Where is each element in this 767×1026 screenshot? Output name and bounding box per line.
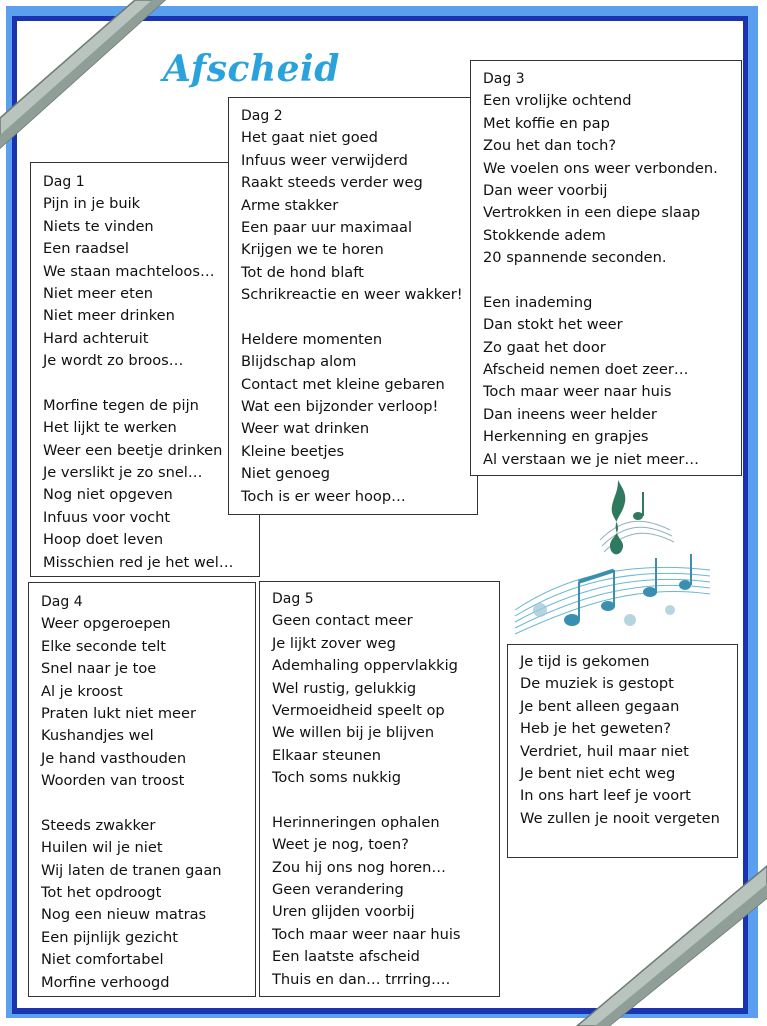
poem-box-dag-2: [228, 97, 478, 515]
verse-line: Heb je het geweten?: [520, 720, 671, 738]
stanza-break: [241, 307, 465, 329]
page-title: Afscheid: [163, 48, 340, 90]
poem-box-dag-3: [470, 60, 742, 476]
verse-line: 20 spannende seconden.: [483, 249, 667, 267]
verse-line: Al verstaan we je niet meer…: [483, 450, 700, 468]
verse-line: Toch soms nukkig: [272, 769, 401, 787]
verse-line: Een paar uur maximaal: [241, 218, 413, 236]
verse-line: De muziek is gestopt: [520, 675, 674, 693]
day-heading: Dag 5: [272, 591, 314, 607]
verse-line: Geen verandering: [272, 881, 404, 899]
verse-line: Je bent alleen gegaan: [520, 697, 680, 715]
verse-line: Arme stakker: [241, 196, 339, 214]
verse-line: Een laatste afscheid: [272, 948, 420, 966]
verse-line: Blijdschap alom: [241, 353, 357, 371]
verse-line: Niet meer drinken: [43, 307, 175, 325]
verse-line: Krijgen we te horen: [241, 241, 384, 259]
verse-line: Toch maar weer naar huis: [483, 383, 672, 401]
verse-line: Dan stokt het weer: [483, 316, 623, 334]
verse-line: Thuis en dan… trrring….: [272, 970, 451, 988]
verse-line: Steeds zwakker: [41, 816, 156, 834]
verse-line: Al je kroost: [41, 682, 123, 700]
verse-list: [483, 68, 729, 471]
verse-line: Elke seconde telt: [41, 637, 166, 655]
verse-line: Vermoeidheid speelt op: [272, 701, 445, 719]
verse-line: Pijn in je buik: [43, 195, 141, 213]
verse-line: We willen bij je blijven: [272, 724, 435, 742]
verse-line: Toch maar weer naar huis: [272, 925, 461, 943]
verse-line: Een raadsel: [43, 240, 129, 258]
verse-line: Hard achteruit: [43, 329, 149, 347]
stanza-break: [483, 270, 729, 292]
verse-line: Stokkende adem: [483, 226, 606, 244]
verse-line: Een vrolijke ochtend: [483, 92, 632, 110]
verse-line: Het lijkt te werken: [43, 419, 177, 437]
closing-poem-box: [507, 644, 738, 858]
verse-line: Hoop doet leven: [43, 531, 164, 549]
verse-line: Met koffie en pap: [483, 114, 610, 132]
verse-line: Afscheid nemen doet zeer…: [483, 361, 689, 379]
verse-line: Raakt steeds verder weg: [241, 174, 423, 192]
verse-line: Je lijkt zover weg: [272, 634, 396, 652]
verse-line: Niet meer eten: [43, 284, 154, 302]
poem-box-dag-5: [259, 581, 500, 997]
verse-line: Nog niet opgeven: [43, 486, 173, 504]
verse-line: Weer een beetje drinken: [43, 441, 223, 459]
verse-line: Zou het dan toch?: [483, 137, 617, 155]
verse-line: Toch is er weer hoop…: [241, 487, 406, 505]
verse-line: Het gaat niet goed: [241, 129, 378, 147]
day-heading: Dag 4: [41, 594, 83, 610]
stanza-break: [43, 373, 247, 395]
verse-line: Dan weer voorbij: [483, 181, 608, 199]
verse-line: We voelen ons weer verbonden.: [483, 159, 718, 177]
verse-list: [41, 591, 243, 994]
verse-line: We zullen je nooit vergeten: [520, 809, 720, 827]
verse-line: Je verslikt je zo snel…: [43, 464, 203, 482]
verse-line: We staan machteloos…: [43, 262, 215, 280]
verse-line: Infuus weer verwijderd: [241, 151, 408, 169]
verse-list: [272, 588, 487, 991]
day-heading: Dag 2: [241, 108, 283, 124]
verse-line: Misschien red je het wel…: [43, 553, 234, 571]
verse-line: Tot het opdroogt: [41, 884, 162, 902]
verse-line: Weer opgeroepen: [41, 615, 171, 633]
verse-line: Wel rustig, gelukkig: [272, 679, 417, 697]
verse-line: Kleine beetjes: [241, 442, 345, 460]
verse-line: Kushandjes wel: [41, 727, 154, 745]
stanza-break: [41, 793, 243, 815]
poem-box-dag-1: [30, 162, 260, 577]
poem-box-dag-4: [28, 582, 256, 997]
verse-line: Uren glijden voorbij: [272, 903, 415, 921]
verse-line: Tot de hond blaft: [241, 263, 364, 281]
corner-ribbon-bottom-right: [567, 856, 767, 1026]
verse-list: [241, 105, 465, 508]
verse-line: Praten lukt niet meer: [41, 704, 197, 722]
verse-line: Niet comfortabel: [41, 951, 164, 969]
verse-line: Herkenning en grapjes: [483, 428, 649, 446]
verse-line: Zo gaat het door: [483, 338, 606, 356]
stanza-break: [272, 790, 487, 812]
verse-line: Je tijd is gekomen: [520, 653, 650, 670]
verse-line: Een pijnlijk gezicht: [41, 928, 178, 946]
verse-line: Huilen wil je niet: [41, 839, 163, 857]
verse-list: [43, 171, 247, 574]
verse-line: Woorden van troost: [41, 772, 185, 790]
day-heading: Dag 1: [43, 174, 85, 190]
verse-line: Een inademing: [483, 293, 593, 311]
verse-line: Je hand vasthouden: [41, 749, 187, 767]
verse-line: Heldere momenten: [241, 330, 383, 348]
verse-line: Contact met kleine gebaren: [241, 375, 445, 393]
verse-line: Verdriet, huil maar niet: [520, 742, 689, 760]
verse-line: Weer wat drinken: [241, 420, 370, 438]
verse-line: Infuus voor vocht: [43, 508, 171, 526]
verse-line: Nog een nieuw matras: [41, 906, 207, 924]
verse-line: Zou hij ons nog horen…: [272, 858, 446, 876]
verse-line: Ademhaling oppervlakkig: [272, 657, 458, 675]
verse-line: Snel naar je toe: [41, 660, 157, 678]
verse-line: Niets te vinden: [43, 217, 154, 235]
verse-line: Dan ineens weer helder: [483, 405, 657, 423]
verse-line: Elkaar steunen: [272, 746, 382, 764]
verse-line: Herinneringen ophalen: [272, 813, 440, 831]
verse-line: Niet genoeg: [241, 465, 330, 483]
verse-line: Morfine verhoogd: [41, 973, 170, 991]
verse-line: Schrikreactie en weer wakker!: [241, 286, 463, 304]
verse-line: Weet je nog, toen?: [272, 836, 409, 854]
verse-line: Morfine tegen de pijn: [43, 396, 199, 414]
verse-list: [520, 651, 725, 830]
verse-line: In ons hart leef je voort: [520, 787, 691, 805]
music-notes-icon: [510, 470, 720, 645]
verse-line: Je bent niet echt weg: [520, 764, 676, 782]
verse-line: Wij laten de tranen gaan: [41, 861, 222, 879]
verse-line: Je wordt zo broos…: [43, 352, 184, 370]
verse-line: Vertrokken in een diepe slaap: [483, 204, 701, 222]
verse-line: Wat een bijzonder verloop!: [241, 398, 439, 416]
verse-line: Geen contact meer: [272, 612, 413, 630]
day-heading: Dag 3: [483, 71, 525, 87]
